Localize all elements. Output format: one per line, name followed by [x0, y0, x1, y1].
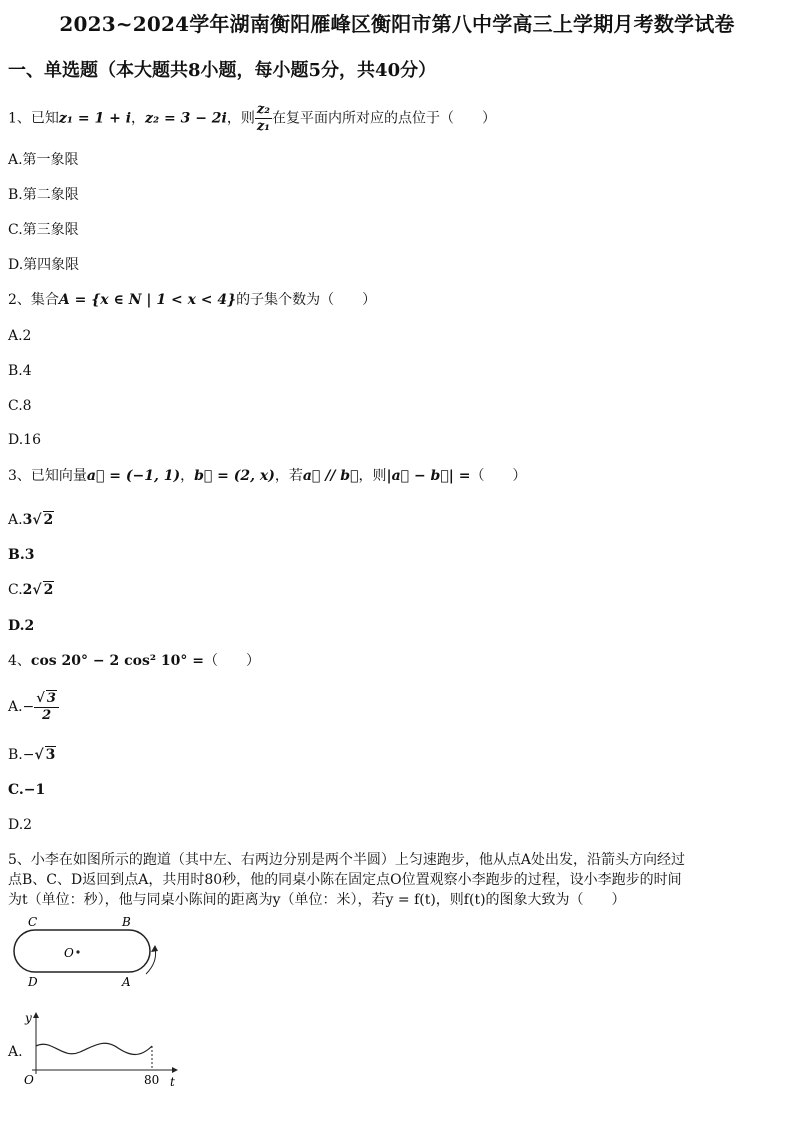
option-1b: B.第二象限 [8, 187, 79, 203]
fraction-numerator: z₂ [256, 102, 270, 117]
question-2 [8, 290, 376, 310]
option-1a: A.第一象限 [8, 152, 79, 168]
math-vector-a: a⃗ = (−1, 1) [86, 468, 181, 484]
question-text: （ ） [470, 468, 527, 484]
separator: ， [131, 110, 146, 127]
question-text: 在复平面内所对应的点位于（ ） [271, 110, 496, 127]
fraction-denominator: 2 [42, 708, 52, 723]
question-text: （ ） [203, 653, 260, 669]
option-3d: D.2 [8, 618, 35, 634]
label-d: D [28, 975, 38, 989]
sqrt-radicand: 2 [43, 582, 54, 598]
arrow-head-icon [151, 945, 158, 952]
question-number: 4、 [8, 653, 31, 669]
point-o-dot [76, 950, 79, 953]
option-prefix: C. [8, 582, 23, 598]
question-text: 集合 [30, 292, 59, 308]
question-number: 3、 [8, 468, 31, 484]
section-heading: 一、单选题（本大题共8小题，每小题5分，共40分） [8, 60, 437, 81]
x-axis-arrow-icon [172, 1067, 178, 1073]
sqrt-symbol: √ [32, 582, 42, 598]
question-4 [8, 651, 260, 671]
option-4d: D.2 [8, 817, 33, 833]
math-abs-diff: |a⃗ − b⃗| = [386, 468, 471, 484]
label-a: A [122, 975, 131, 989]
question-5-line-3: 为t（单位：秒），他与同桌小陈间的距离为y（单位：米），若y = f(t)，则f(t)的图象大致为（ ） [8, 892, 626, 908]
option-2a: A.2 [8, 328, 32, 344]
axis-label-y: y [25, 1011, 32, 1025]
question-5-line-2: 点B、C、D返回到点A，共用时80秒，他的同桌小陈在固定点O位置观察小李跑步的过程，设小李跑步的时间 [8, 872, 682, 888]
option-1c: C.第三象限 [8, 222, 79, 238]
question-number: 1、 [8, 110, 31, 127]
option-4c: C.−1 [8, 782, 46, 798]
question-number: 2、 [8, 292, 31, 308]
sqrt-radicand: 3 [45, 747, 56, 763]
separator: ， [180, 468, 195, 484]
math-set: A = {x ∈ N | 1 < x < 4} [58, 292, 237, 308]
math-parallel: a⃗ // b⃗ [302, 468, 359, 484]
sqrt-symbol: √ [36, 691, 45, 706]
question-1 [8, 102, 496, 135]
fraction-numerator [34, 690, 59, 708]
option-3a [8, 510, 54, 530]
sqrt-radicand: 3 [46, 691, 56, 706]
question-text: 的子集个数为（ ） [236, 292, 377, 308]
option-2b: B.4 [8, 363, 32, 379]
sqrt-symbol: √ [34, 747, 44, 763]
option-2d: D.16 [8, 432, 41, 448]
label-o: O [64, 946, 74, 960]
sqrt-radicand: 2 [43, 512, 54, 528]
math-z2: z₂ = 3 − 2i [145, 110, 227, 127]
question-text: ，则 [226, 110, 255, 127]
track-figure [10, 912, 170, 992]
track-oval [14, 930, 150, 972]
option-4a [8, 690, 59, 724]
option-3c [8, 580, 54, 600]
question-5-line-1: 5、小李在如图所示的跑道（其中左、右两边分别是两个半圆）上匀速跑步，他从点A处出发，沿箭头方向经过 [8, 852, 686, 868]
graph-option-a [22, 1008, 187, 1090]
label-b: B [122, 915, 131, 929]
question-3 [8, 466, 526, 486]
tick-label-80: 80 [144, 1073, 160, 1087]
y-axis-arrow-icon [33, 1012, 39, 1018]
option-prefix: B.− [8, 747, 35, 763]
math-vector-b: b⃗ = (2, x) [194, 468, 275, 484]
document-title: 2023~2024学年湖南衡阳雁峰区衡阳市第八中学高三上学期月考数学试卷 [59, 12, 735, 36]
sqrt-symbol: √ [32, 512, 42, 528]
fraction-sqrt3-over-2 [34, 690, 59, 724]
label-c: C [28, 915, 38, 929]
option-coefficient: 3 [22, 512, 33, 528]
option-3b: B.3 [8, 547, 35, 563]
option-4b [8, 745, 56, 765]
option-coefficient: 2 [22, 582, 33, 598]
option-2c: C.8 [8, 398, 32, 414]
option-prefix: A.− [8, 699, 35, 715]
fraction-denominator: z₁ [256, 119, 270, 134]
option-prefix: A. [8, 512, 23, 528]
axis-label-t: t [170, 1075, 175, 1089]
math-z1: z₁ = 1 + i [58, 110, 132, 127]
math-expression: cos 20° − 2 cos² 10° = [30, 653, 204, 669]
option-5a-label: A. [8, 1044, 23, 1060]
question-text: ，若 [274, 468, 303, 484]
question-text: 已知 [30, 110, 59, 127]
option-1d: D.第四象限 [8, 257, 80, 273]
curve-line [36, 1043, 152, 1054]
axis-label-origin: O [24, 1073, 34, 1087]
question-text: ，则 [358, 468, 387, 484]
question-text: 已知向量 [30, 468, 87, 484]
fraction-z2-over-z1 [255, 102, 272, 135]
